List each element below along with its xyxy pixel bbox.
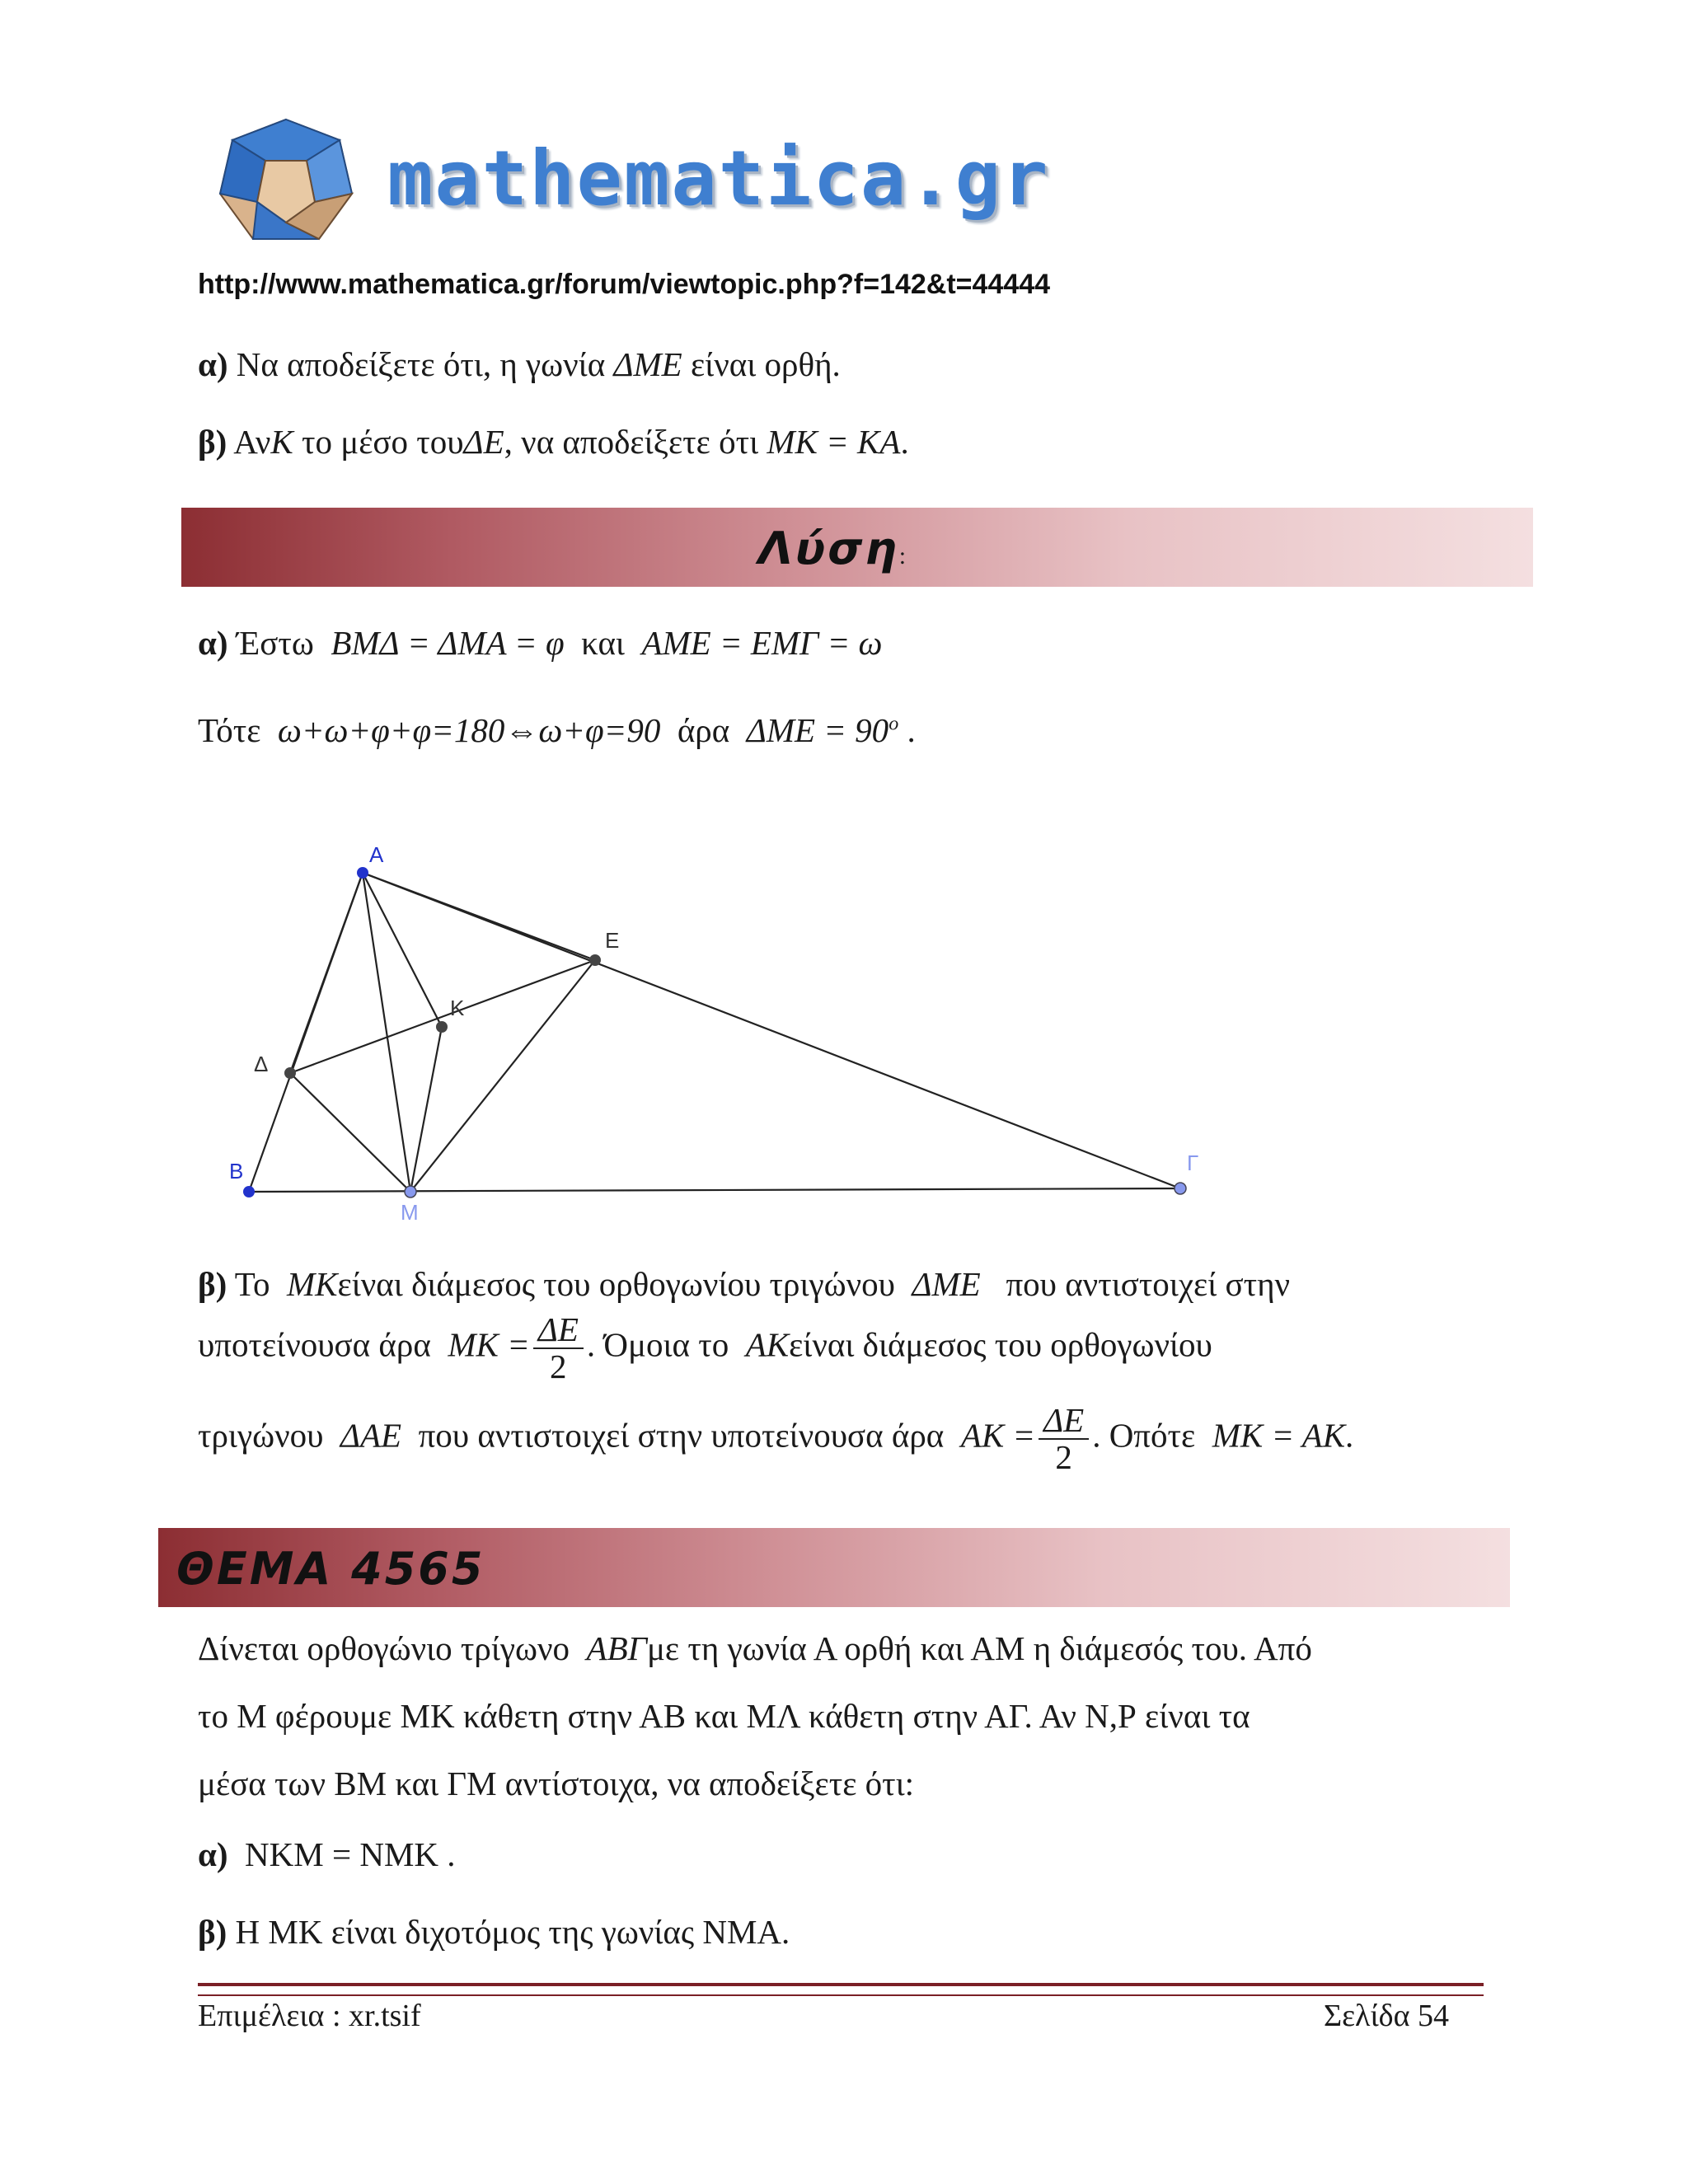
point-a (357, 867, 368, 879)
label-e: E (605, 928, 620, 953)
problem-part-a: α) Να αποδείξετε ότι, η γωνία ΔΜΕ είναι ορθή. (198, 345, 841, 383)
problem-part-b: β) ΑνK το μέσο τουΔΕ, να αποδείξετε ότι MK = KA. (198, 423, 909, 461)
label-b: B (229, 1159, 244, 1183)
segment-dm (290, 1073, 410, 1192)
label-g: Γ (1187, 1151, 1199, 1175)
label-d: Δ (254, 1052, 269, 1076)
point-m (405, 1186, 416, 1197)
segment-ae (363, 873, 595, 960)
label-m: M (401, 1200, 419, 1220)
segment-bg (249, 1188, 1180, 1192)
point-k (436, 1021, 448, 1033)
fraction-de-2: $\frac{\Delta E}{2}$ (533, 1312, 584, 1385)
segment-mk (410, 1027, 442, 1192)
theme-line1: Δίνεται ορθογώνιο τρίγωνο ΑΒΓμε τη γωνία Α ορθή και ΑΜ η διάμεσός του. Από (198, 1629, 1312, 1667)
theme-band (158, 1528, 1510, 1607)
solution-part-a: α) Έστω BMΔ = ΔMA = φ και AME = EMΓ = ω (198, 624, 883, 662)
theme-line2: το Μ φέρουμε ΜΚ κάθετη στην ΑΒ και ΜΛ κάθετη στην ΑΓ. Αν Ν,Ρ είναι τα (198, 1697, 1250, 1735)
label-a: A (369, 842, 384, 867)
fraction-de-2-second: $\frac{\Delta E}{2}$ (1039, 1403, 1089, 1475)
label-k: K (450, 996, 465, 1020)
geometry-figure (214, 832, 1286, 1220)
polyhedron-logo-icon (216, 115, 356, 247)
source-url[interactable]: http://www.mathematica.gr/forum/viewtopic.php?f=142&t=44444 (198, 269, 1051, 300)
footer-author: Επιμέλεια : xr.tsif (198, 1999, 421, 2033)
logo-text: mathematica.gr (387, 134, 1050, 223)
theme-line3: μέσα των ΒΜ και ΓΜ αντίστοιχα, να αποδείξετε ότι: (198, 1765, 915, 1802)
segment-ag (363, 873, 1180, 1188)
theme-part-a: α) NKM = NMK . (198, 1835, 456, 1873)
point-d (284, 1067, 296, 1079)
solution-part-b-line3: τριγώνου ΔAE που αντιστοιχεί στην υποτείνουσα άρα AK = $\frac{\Delta E}{2}$ . Οπότε MK = AK. (198, 1401, 1354, 1477)
solution-part-b-line1: β) Το MKείναι διάμεσος του ορθογωνίου τριγώνου ΔME που αντιστοιχεί στην (198, 1265, 1291, 1303)
solution-band: Λύση: (181, 508, 1533, 587)
theme-title: ΘΕΜΑ 4565 (176, 1543, 485, 1595)
point-e (589, 954, 601, 966)
theme-part-b: β) Η ΜΚ είναι διχοτόμος της γωνίας ΝΜΑ. (198, 1913, 790, 1951)
solution-part-b-line2: υποτείνουσα άρα MK = $\frac{\Delta E}{2}$ . Όμοια το AKείναι διάμεσος του ορθογωνίου (198, 1310, 1212, 1386)
solution-title: Λύση (758, 523, 899, 574)
point-g (1175, 1183, 1186, 1194)
footer-page-number: Σελίδα 54 (1323, 1999, 1449, 2033)
segment-ad (290, 873, 363, 1073)
footer-rule (198, 1983, 1484, 1996)
solution-then-line: Τότε ω+ω+φ+φ=180⇔ω+φ=90 άρα $\Delta ME = 90^o$ . (198, 711, 916, 749)
point-b (243, 1186, 255, 1197)
